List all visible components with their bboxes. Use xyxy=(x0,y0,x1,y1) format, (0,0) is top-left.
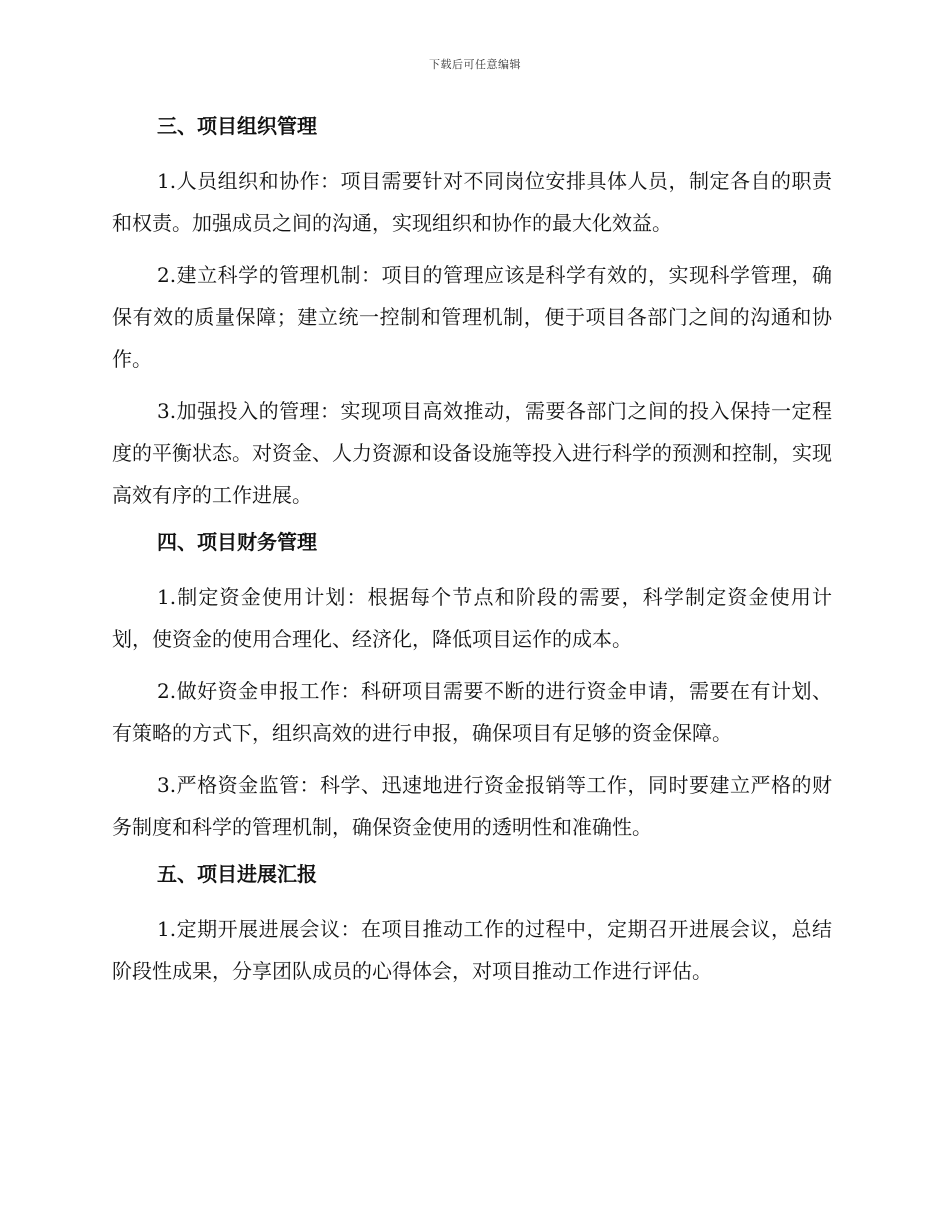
paragraph: 1.定期开展进展会议：在项目推动工作的过程中，定期召开进展会议，总结阶段性成果，分享团队成员的心得体会，对项目推动工作进行评估。 xyxy=(112,917,832,983)
paragraph: 1.人员组织和协作：项目需要针对不同岗位安排具体人员，制定各自的职责和权责。加强成员之间的沟通，实现组织和协作的最大化效益。 xyxy=(112,169,832,235)
section-heading: 五、项目进展汇报 xyxy=(157,862,317,886)
document-body xyxy=(112,110,832,1002)
page-header-note: 下载后可任意编辑 xyxy=(429,58,521,71)
section-financial-management xyxy=(112,526,832,848)
section-progress-report xyxy=(112,858,832,992)
section-heading: 四、项目财务管理 xyxy=(157,530,317,554)
paragraph: 3.加强投入的管理：实现项目高效推动，需要各部门之间的投入保持一定程度的平衡状态。对资金、人力资源和设备设施等投入进行科学的预测和控制，实现高效有序的工作进展。 xyxy=(112,399,832,507)
paragraph: 2.建立科学的管理机制：项目的管理应该是科学有效的，实现科学管理，确保有效的质量保障；建立统一控制和管理机制，便于项目各部门之间的沟通和协作。 xyxy=(112,263,832,371)
section-organization-management xyxy=(112,110,832,516)
paragraph: 3.严格资金监管：科学、迅速地进行资金报销等工作，同时要建立严格的财务制度和科学的管理机制，确保资金使用的透明性和准确性。 xyxy=(112,773,832,839)
paragraph: 1.制定资金使用计划：根据每个节点和阶段的需要，科学制定资金使用计划，使资金的使用合理化、经济化，降低项目运作的成本。 xyxy=(112,585,832,651)
paragraph: 2.做好资金申报工作：科研项目需要不断的进行资金申请，需要在有计划、有策略的方式下，组织高效的进行申报，确保项目有足够的资金保障。 xyxy=(112,679,832,745)
section-heading: 三、项目组织管理 xyxy=(157,114,317,138)
